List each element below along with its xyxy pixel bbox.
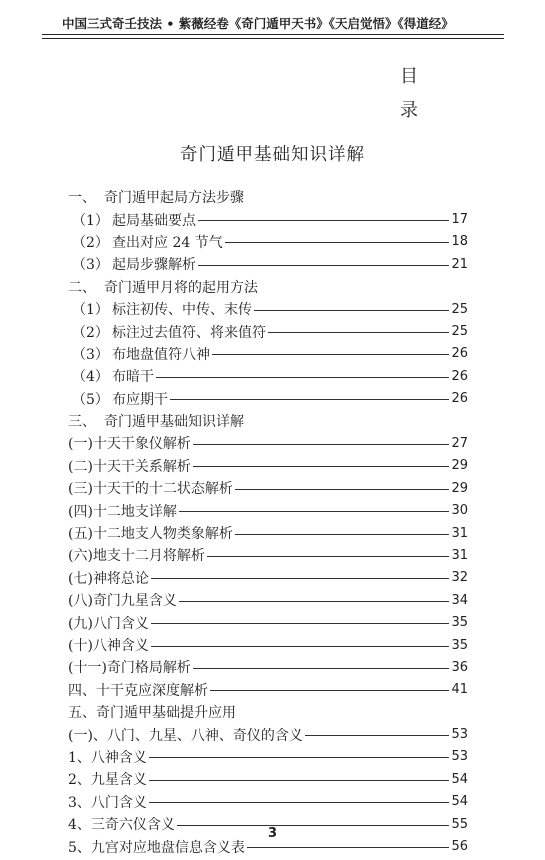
dot-leader	[179, 601, 450, 602]
toc-entry-title: 奇门九星含义	[92, 593, 177, 610]
toc-entry[interactable]	[68, 522, 468, 544]
toc-entry-title: 布应期干	[112, 391, 168, 408]
dot-leader	[235, 534, 450, 535]
toc-entry[interactable]	[68, 231, 468, 253]
toc-entry[interactable]	[68, 343, 468, 365]
toc-entry-page: 34	[451, 592, 468, 608]
header-rule-thin	[42, 38, 504, 39]
toc-entry[interactable]	[68, 298, 468, 320]
toc-entry-number: （1）	[72, 302, 109, 319]
toc-entry-number: （5）	[72, 391, 109, 408]
dot-leader	[305, 735, 450, 736]
toc-entry-page: 31	[451, 547, 468, 563]
toc-entry-number: 5、	[68, 839, 91, 856]
toc-entry[interactable]	[68, 388, 468, 410]
toc-entry-title: 八神含义	[90, 749, 147, 766]
toc-entry-title: 十天干的十二状态解析	[92, 481, 233, 498]
toc-entry-title: 十天干关系解析	[92, 458, 191, 475]
toc-entry-number: 2、	[68, 772, 91, 789]
toc-entry-page: 54	[451, 794, 468, 810]
page-number: 3	[267, 826, 278, 841]
toc-entry-number: (八)	[68, 593, 93, 610]
toc-entry-number: (十一)	[68, 660, 107, 677]
toc-entry[interactable]	[68, 186, 468, 208]
toc-entry-page: 32	[451, 570, 468, 586]
toc-entry-title: 布暗干	[112, 369, 154, 386]
toc-entry-number: 二、	[68, 279, 96, 296]
dot-leader	[198, 220, 449, 221]
toc-entry[interactable]	[68, 791, 468, 813]
dot-leader	[170, 399, 449, 400]
toc-entry-title: 奇门遁甲起局方法步骤	[104, 190, 244, 207]
toc-entry-title: 八神含义	[92, 638, 149, 654]
toc-list	[68, 186, 468, 858]
toc-entry-title: 九宫对应地盘信息含义表	[90, 839, 245, 856]
toc-entry-page: 25	[451, 324, 468, 340]
toc-entry-title: 十天干象仪解析	[92, 436, 191, 453]
toc-entry[interactable]	[68, 679, 468, 701]
toc-entry-title: 标注过去值符、将来值符	[112, 324, 266, 341]
toc-entry[interactable]	[68, 544, 468, 566]
dot-leader	[268, 332, 449, 333]
toc-entry[interactable]	[68, 589, 468, 611]
dot-leader	[235, 489, 450, 490]
toc-entry-title: 地支十二月将解析	[92, 548, 205, 565]
toc-entry-number: (一)	[68, 436, 93, 453]
toc-entry-page: 55	[451, 816, 468, 832]
toc-entry[interactable]	[68, 634, 468, 656]
toc-entry-number: (七)	[68, 570, 93, 587]
toc-entry-title: 神将总论	[92, 570, 149, 587]
toc-entry-title: 八门含义	[90, 794, 147, 811]
toc-entry-title: 奇门遁甲基础知识详解	[104, 414, 244, 431]
toc-entry-number: （4）	[72, 369, 109, 386]
toc-entry-title: 八门含义	[92, 615, 149, 632]
toc-entry-page: 26	[451, 346, 468, 362]
header-rule-thick	[42, 34, 504, 35]
toc-entry[interactable]	[68, 499, 468, 521]
dot-leader	[193, 466, 450, 467]
toc-entry-title: 奇门遁甲月将的起用方法	[104, 279, 258, 296]
toc-entry-page: 21	[451, 256, 468, 272]
toc-entry-number: (九)	[68, 615, 93, 632]
dot-leader	[193, 444, 450, 445]
toc-entry[interactable]	[68, 768, 468, 790]
toc-entry-number: （1）	[72, 212, 109, 229]
toc-entry-page: 17	[451, 212, 468, 228]
toc-entry[interactable]	[68, 432, 468, 454]
toc-entry-page: 56	[451, 839, 468, 855]
dot-leader	[156, 377, 449, 378]
toc-entry[interactable]	[68, 723, 468, 745]
toc-entry-number: 四、	[68, 682, 96, 699]
dot-leader	[151, 623, 450, 624]
toc-entry-page: 29	[451, 480, 468, 496]
toc-entry-number: (五)	[68, 526, 93, 543]
dot-leader	[149, 780, 450, 781]
toc-entry-number: 一、	[68, 190, 96, 207]
toc-entry-page: 26	[451, 391, 468, 407]
dot-leader	[149, 757, 450, 758]
toc-entry[interactable]	[68, 746, 468, 768]
toc-entry-number: （2）	[72, 324, 109, 341]
dot-leader	[212, 354, 449, 355]
toc-entry-page: 26	[451, 368, 468, 384]
toc-entry[interactable]	[68, 656, 468, 678]
section-title: 奇门遁甲基础知识详解	[180, 145, 365, 165]
toc-heading-char-1: 目	[400, 66, 418, 87]
toc-entry-title: 三奇六仪含义	[90, 817, 175, 834]
dot-leader	[254, 310, 449, 311]
toc-entry-title: 起局步骤解析	[112, 257, 196, 274]
toc-entry-title: 九星含义	[90, 772, 147, 789]
toc-entry-title: 十二地支人物类象解析	[92, 526, 233, 543]
toc-entry-number: (十)	[68, 638, 93, 654]
toc-entry-number: （3）	[72, 257, 109, 274]
dot-leader	[247, 847, 450, 848]
dot-leader	[207, 556, 450, 557]
toc-entry-page: 27	[451, 435, 468, 451]
toc-entry-title: 十二地支详解	[92, 503, 177, 520]
toc-entry-title: 奇门遁甲基础提升应用	[96, 705, 236, 722]
toc-entry-number: 4、	[68, 817, 91, 834]
toc-entry-title: 奇门格局解析	[106, 660, 191, 677]
toc-entry-page: 35	[451, 637, 468, 653]
toc-heading-char-2: 录	[400, 100, 418, 121]
toc-entry[interactable]	[68, 276, 468, 298]
toc-entry-title: 十干克应深度解析	[96, 682, 208, 699]
toc-entry-number: 1、	[68, 749, 91, 766]
toc-entry[interactable]	[68, 477, 468, 499]
toc-entry[interactable]	[68, 320, 468, 342]
toc-entry-page: 18	[451, 234, 468, 250]
toc-entry-number: (一)、	[68, 727, 107, 744]
toc-entry-title: 布地盘值符八神	[112, 346, 210, 363]
toc-entry-number: 3、	[68, 794, 91, 811]
toc-entry-page: 53	[451, 749, 468, 765]
toc-entry-page: 31	[451, 525, 468, 541]
toc-entry-number: 五、	[68, 705, 96, 722]
toc-entry[interactable]	[68, 567, 468, 589]
dot-leader	[210, 690, 449, 691]
toc-entry-title: 八门、九星、八神、奇仪的含义	[106, 727, 303, 744]
toc-entry[interactable]	[68, 701, 468, 723]
dot-leader	[151, 646, 450, 647]
dot-leader	[225, 242, 450, 243]
dot-leader	[179, 511, 450, 512]
toc-entry-number: (二)	[68, 458, 93, 475]
toc-entry-number: (三)	[68, 481, 93, 498]
toc-entry[interactable]	[68, 208, 468, 230]
toc-entry[interactable]	[68, 455, 468, 477]
toc-entry-title: 起局基础要点	[112, 212, 196, 229]
toc-entry-number: （2）	[72, 234, 109, 251]
dot-leader	[151, 578, 450, 579]
dot-leader	[149, 802, 450, 803]
toc-entry-page: 36	[451, 659, 468, 675]
dot-leader	[198, 265, 449, 266]
toc-entry-number: （3）	[72, 346, 109, 363]
running-header: 中国三式奇壬技法 • 紫薇经卷《奇门遁甲天书》《天启觉悟》《得道经》	[62, 16, 454, 31]
toc-entry[interactable]	[68, 611, 468, 633]
dot-leader	[193, 668, 450, 669]
toc-entry-page: 54	[451, 771, 468, 787]
toc-entry-page: 41	[451, 682, 468, 698]
toc-entry[interactable]	[68, 365, 468, 387]
toc-entry-page: 35	[451, 615, 468, 631]
toc-entry-page: 25	[451, 301, 468, 317]
toc-entry-number: 三、	[68, 414, 96, 431]
toc-entry-page: 53	[451, 727, 468, 743]
toc-entry-title: 标注初传、中传、末传	[112, 302, 252, 319]
toc-entry-title: 查出对应 24 节气	[112, 234, 223, 251]
toc-entry-number: (四)	[68, 503, 93, 520]
toc-entry[interactable]	[68, 253, 468, 275]
toc-entry-page: 30	[451, 503, 468, 519]
toc-entry-number: (六)	[68, 548, 93, 565]
toc-entry-page: 29	[451, 458, 468, 474]
toc-entry[interactable]	[68, 410, 468, 432]
